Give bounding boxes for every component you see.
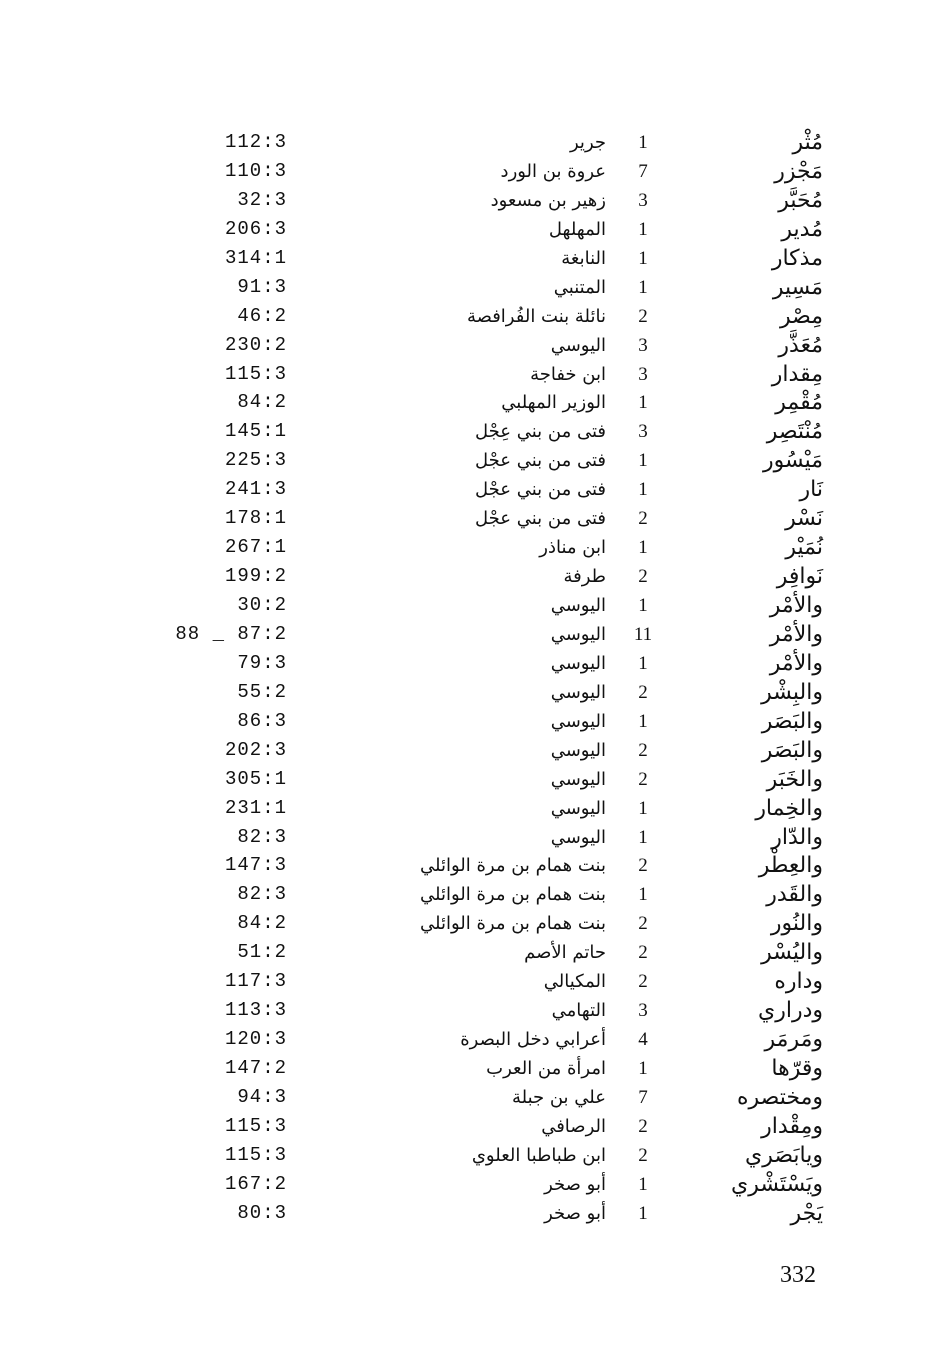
poet-name: أعرابي دخل البصرة (460, 1029, 606, 1051)
poet-name: اليوسي (550, 595, 606, 616)
table-row (0, 388, 943, 417)
poet-name: فتى من بني عجْل (475, 508, 606, 530)
rhyme-word: والبَصَر (761, 708, 823, 734)
volume-page-ref: 115:3 (224, 362, 287, 385)
occurrence-count: 1 (638, 392, 648, 414)
volume-page-ref: 88 _ 87:2 (175, 622, 287, 645)
poet-name: ابن خفاجة (530, 363, 606, 385)
rhyme-word: والدّار (771, 824, 823, 850)
occurrence-count: 2 (638, 508, 648, 530)
volume-page-ref: 120:3 (224, 1028, 287, 1051)
rhyme-word: واليُسْر (761, 940, 823, 966)
rhyme-word: مُدير (781, 216, 823, 242)
volume-page-ref: 55:2 (237, 680, 287, 703)
occurrence-count: 3 (638, 189, 648, 211)
volume-page-ref: 202:3 (224, 738, 287, 761)
poet-name: علي بن جبلة (511, 1086, 606, 1108)
rhyme-word: مُعَذَّر (778, 332, 823, 358)
rhyme-word: مُنْتَصِر (766, 419, 823, 445)
occurrence-count: 4 (638, 1029, 648, 1051)
volume-page-ref: 241:3 (224, 478, 287, 501)
table-row (0, 967, 943, 996)
volume-page-ref: 178:1 (224, 507, 287, 530)
table-row (0, 765, 943, 794)
occurrence-count: 1 (638, 1202, 648, 1224)
poet-name: المهلهل (548, 218, 606, 240)
rhyme-word: مَيْسُور (762, 448, 823, 474)
occurrence-count: 2 (638, 739, 648, 761)
rhyme-word: والأمْر (769, 593, 823, 618)
rhyme-word: والخَبَر (766, 766, 823, 792)
table-row (0, 504, 943, 533)
table-row (0, 909, 943, 938)
volume-page-ref: 230:2 (224, 333, 287, 356)
occurrence-count: 1 (638, 826, 648, 848)
table-row (0, 360, 943, 389)
poet-name: اليوسي (550, 826, 606, 848)
table-row (0, 417, 943, 446)
poet-name: النابغة (561, 247, 606, 269)
volume-page-ref: 84:2 (237, 912, 287, 935)
table-row (0, 302, 943, 331)
occurrence-count: 1 (638, 595, 648, 616)
rhyme-word: مِقدار (771, 361, 823, 387)
volume-page-ref: 314:1 (224, 246, 287, 269)
occurrence-count: 1 (638, 1173, 648, 1195)
occurrence-count: 1 (638, 479, 648, 501)
poet-name: اليوسي (550, 623, 606, 645)
occurrence-count: 7 (638, 1086, 648, 1108)
occurrence-count: 2 (638, 566, 648, 588)
table-row (0, 649, 943, 678)
rhyme-word: مَسِير (772, 274, 823, 300)
volume-page-ref: 167:2 (224, 1172, 287, 1195)
poet-name: المكيالي (543, 971, 606, 993)
occurrence-count: 1 (638, 710, 648, 732)
occurrence-count: 3 (638, 421, 648, 443)
rhyme-word: وداره (774, 969, 823, 995)
table-row (0, 186, 943, 215)
table-row (0, 128, 943, 157)
volume-page-ref: 267:1 (224, 536, 287, 559)
poet-name: اليوسي (550, 334, 606, 356)
poet-name: زهير بن مسعود (490, 189, 606, 211)
table-row (0, 823, 943, 852)
table-row (0, 851, 943, 880)
rhyme-word: ويابَصَري (744, 1142, 823, 1168)
table-row (0, 880, 943, 909)
rhyme-word: نَار (799, 477, 823, 503)
occurrence-count: 2 (638, 1144, 648, 1166)
occurrence-count: 1 (638, 797, 648, 819)
rhyme-word: ومِقْدار (761, 1113, 823, 1139)
poet-name: الوزير المهلبي (501, 392, 606, 414)
poet-name: التهامي (551, 1000, 606, 1022)
table-row (0, 996, 943, 1025)
occurrence-count: 1 (638, 652, 648, 674)
poet-name: جرير (570, 132, 606, 153)
rhyme-word: ويَسْتَشْري (731, 1171, 823, 1197)
occurrence-count: 1 (638, 884, 648, 906)
poet-name: أبو صخر (544, 1173, 606, 1195)
occurrence-count: 2 (638, 971, 648, 993)
poet-name: عروة بن الورد (500, 160, 606, 182)
volume-page-ref: 225:3 (224, 449, 287, 472)
volume-page-ref: 113:3 (224, 999, 287, 1022)
rhyme-word: والنُور (770, 911, 823, 937)
rhyme-word: وقرّها (771, 1056, 823, 1081)
occurrence-count: 1 (638, 1058, 648, 1079)
volume-page-ref: 145:1 (224, 420, 287, 443)
table-row (0, 1170, 943, 1199)
occurrence-count: 1 (638, 132, 648, 153)
table-row (0, 678, 943, 707)
volume-page-ref: 147:3 (224, 854, 287, 877)
poet-name: اليوسي (550, 681, 606, 703)
poet-name: أبو صخر (544, 1202, 606, 1224)
volume-page-ref: 117:3 (224, 970, 287, 993)
rhyme-word: مُقْمِر (775, 390, 823, 416)
poet-name: طرفة (563, 566, 606, 588)
poet-name: المتنبي (553, 276, 606, 298)
poet-name: بنت همام بن مرة الوائلي (419, 913, 606, 935)
table-row (0, 1199, 943, 1228)
volume-page-ref: 115:3 (224, 1114, 287, 1137)
occurrence-count: 2 (638, 1115, 648, 1137)
occurrence-count: 1 (638, 276, 648, 298)
rhyme-word: ومختصره (737, 1084, 823, 1110)
poet-name: اليوسي (550, 710, 606, 732)
table-row (0, 1025, 943, 1054)
volume-page-ref: 231:1 (224, 796, 287, 819)
occurrence-count: 2 (638, 305, 648, 327)
table-row (0, 446, 943, 475)
rhyme-word: مذكار (771, 245, 823, 271)
poet-name: امرأة من العرب (486, 1058, 606, 1079)
table-row (0, 331, 943, 360)
rhyme-word: مِصْر (779, 303, 823, 329)
volume-page-ref: 110:3 (224, 159, 287, 182)
occurrence-count: 3 (638, 334, 648, 356)
occurrence-count: 2 (638, 681, 648, 703)
table-row (0, 1083, 943, 1112)
rhyme-word: والبَصَر (761, 737, 823, 763)
occurrence-count: 1 (638, 218, 648, 240)
poet-name: الرصافي (541, 1115, 606, 1137)
poet-name: بنت همام بن مرة الوائلي (419, 855, 606, 877)
volume-page-ref: 30:2 (237, 594, 287, 616)
volume-page-ref: 51:2 (237, 941, 287, 964)
page-number: 332 (780, 1262, 816, 1288)
poet-name: ابن مناذر (539, 537, 606, 559)
rhyme-word: والبِشْر (761, 679, 823, 705)
table-row (0, 707, 943, 736)
volume-page-ref: 305:1 (224, 767, 287, 790)
table-row (0, 1054, 943, 1083)
poet-name: اليوسي (550, 797, 606, 819)
rhyme-word: والأمْر (769, 650, 823, 676)
volume-page-ref: 86:3 (237, 709, 287, 732)
volume-page-ref: 199:2 (224, 565, 287, 588)
occurrence-count: 1 (638, 247, 648, 269)
table-row (0, 273, 943, 302)
rhyme-word: مُحَبَّر (778, 187, 823, 213)
occurrence-count: 2 (638, 855, 648, 877)
table-row (0, 1141, 943, 1170)
poet-name: اليوسي (550, 739, 606, 761)
index-table (0, 128, 943, 1228)
rhyme-word: نَسْر (785, 506, 823, 532)
volume-page-ref: 91:3 (237, 275, 287, 298)
rhyme-word: مَجْزر (774, 158, 823, 184)
poet-name: نائلة بنت الفُرافصة (466, 305, 606, 327)
occurrence-count: 2 (638, 768, 648, 790)
occurrence-count: 2 (638, 913, 648, 935)
table-row (0, 736, 943, 765)
table-row (0, 215, 943, 244)
poet-name: فتى من بني عِجْل (475, 421, 606, 443)
table-row (0, 938, 943, 967)
table-row (0, 591, 943, 620)
rhyme-word: ومَرمَر (764, 1027, 823, 1053)
poet-name: بنت همام بن مرة الوائلي (419, 884, 606, 906)
volume-page-ref: 94:3 (237, 1085, 287, 1108)
table-row (0, 533, 943, 562)
occurrence-count: 3 (638, 1000, 648, 1022)
volume-page-ref: 112:3 (224, 131, 287, 153)
poet-name: فتى من بني عجْل (475, 479, 606, 501)
volume-page-ref: 84:2 (237, 391, 287, 414)
poet-name: فتى من بني عجْل (475, 450, 606, 472)
occurrence-count: 7 (638, 160, 648, 182)
rhyme-word: يَجْر (790, 1200, 823, 1226)
rhyme-word: والعِطْر (758, 853, 823, 879)
table-row (0, 1112, 943, 1141)
occurrence-count: 2 (638, 942, 648, 964)
occurrence-count: 1 (638, 537, 648, 559)
volume-page-ref: 115:3 (224, 1143, 287, 1166)
poet-name: اليوسي (550, 652, 606, 674)
occurrence-count: 11 (633, 623, 653, 645)
table-row (0, 620, 943, 649)
occurrence-count: 1 (638, 450, 648, 472)
table-row (0, 794, 943, 823)
volume-page-ref: 82:3 (237, 825, 287, 848)
table-row (0, 562, 943, 591)
poet-name: اليوسي (550, 768, 606, 790)
rhyme-word: والخِمار (755, 795, 823, 821)
volume-page-ref: 206:3 (224, 217, 287, 240)
poet-name: ابن طباطبا العلوي (471, 1144, 606, 1166)
rhyme-word: ودراري (757, 998, 823, 1024)
rhyme-word: والأمْر (769, 621, 823, 647)
rhyme-word: والقَدر (766, 882, 823, 908)
volume-page-ref: 79:3 (237, 651, 287, 674)
table-row (0, 244, 943, 273)
volume-page-ref: 46:2 (237, 304, 287, 327)
rhyme-word: مُثْر (792, 130, 823, 155)
volume-page-ref: 80:3 (237, 1201, 287, 1224)
table-row (0, 157, 943, 186)
volume-page-ref: 147:2 (224, 1057, 287, 1079)
rhyme-word: نُمَيْر (785, 535, 823, 561)
rhyme-word: نَوافِر (776, 564, 823, 590)
poet-name: حاتم الأصم (524, 942, 606, 964)
volume-page-ref: 82:3 (237, 883, 287, 906)
volume-page-ref: 32:3 (237, 188, 287, 211)
table-row (0, 475, 943, 504)
occurrence-count: 3 (638, 363, 648, 385)
